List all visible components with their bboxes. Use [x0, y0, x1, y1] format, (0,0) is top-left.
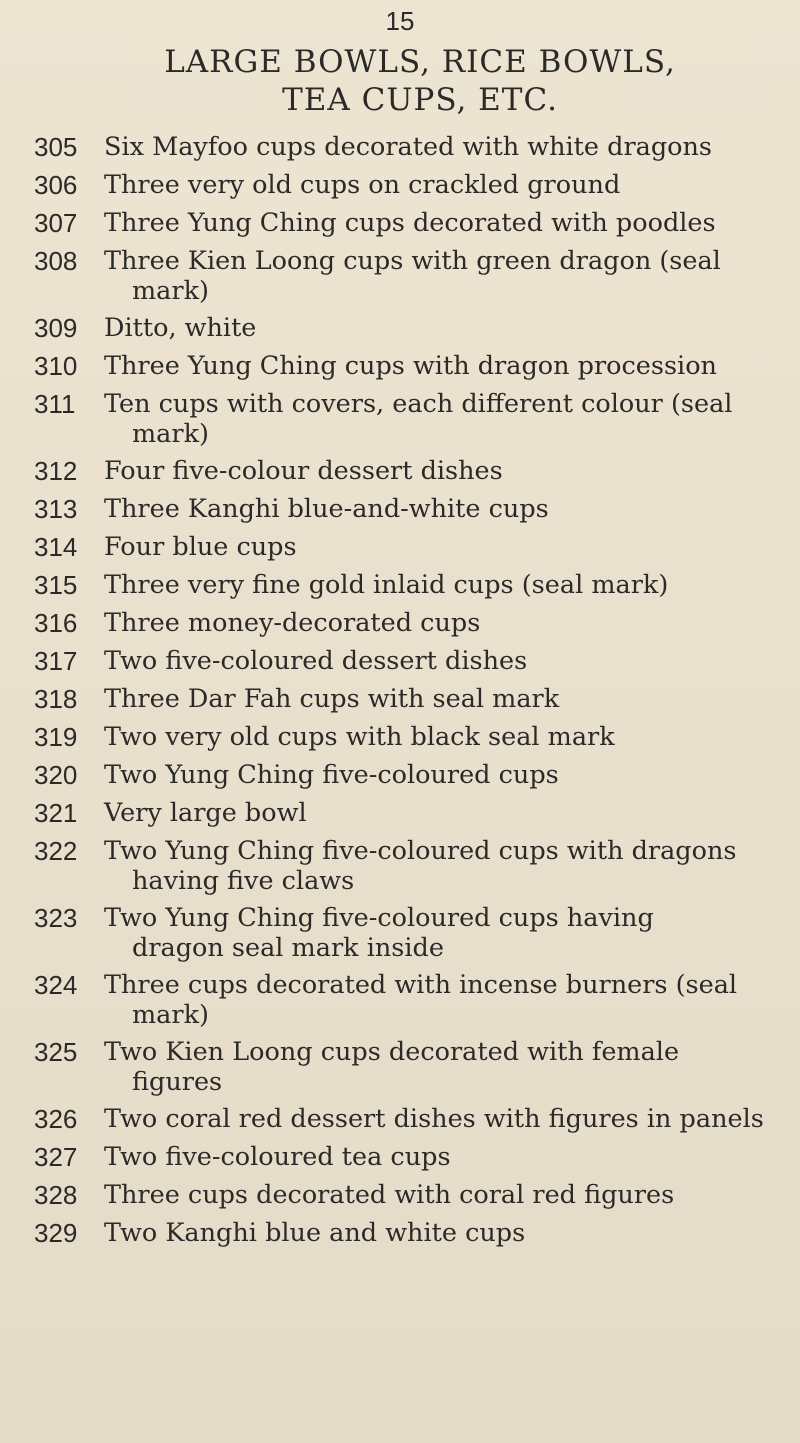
- lot-description: [104, 684, 794, 714]
- lot-entry: [34, 608, 794, 646]
- lot-description-continuation: dragon seal mark inside: [132, 933, 444, 963]
- lot-entry: [34, 494, 794, 532]
- lot-number: 318: [34, 684, 78, 714]
- lot-entry: [34, 570, 794, 608]
- lot-entry: [34, 970, 794, 1037]
- lot-entry: [34, 351, 794, 389]
- lot-number: 314: [34, 532, 78, 562]
- lot-number: 323: [34, 903, 78, 933]
- lot-description: [104, 1218, 794, 1248]
- lot-description-text: Three cups decorated with coral red figures: [104, 1180, 675, 1210]
- lot-number: 311: [34, 389, 76, 419]
- lot-entry: [34, 903, 794, 970]
- lot-description-text: Ten cups with covers, each different colour (seal: [104, 389, 733, 419]
- lot-description-text: Three Kanghi blue-and-white cups: [104, 494, 549, 524]
- lot-description-text: Very large bowl: [104, 798, 307, 828]
- lot-description: [104, 608, 794, 638]
- lot-number: 321: [34, 798, 78, 828]
- lot-description-continuation: figures: [132, 1067, 223, 1097]
- lot-description-text: Four five-colour dessert dishes: [104, 456, 503, 486]
- lot-entry: [34, 456, 794, 494]
- lot-description: [104, 494, 794, 524]
- page-number: 15: [385, 6, 415, 36]
- lot-number: 306: [34, 170, 78, 200]
- lot-number: 328: [34, 1180, 78, 1210]
- lot-description-text: Two coral red dessert dishes with figures in panels: [104, 1104, 764, 1134]
- lot-description-text: Two five-coloured tea cups: [104, 1142, 451, 1172]
- lot-number: 315: [34, 570, 78, 600]
- lot-description-text: Two Yung Ching five-coloured cups with dragons: [104, 836, 737, 866]
- lot-entry: [34, 646, 794, 684]
- lot-entry: [34, 760, 794, 798]
- lot-number: 317: [34, 646, 78, 676]
- lot-description: [104, 836, 794, 896]
- lot-description-text: Two Yung Ching five-coloured cups: [104, 760, 559, 790]
- lot-number: 329: [34, 1218, 78, 1248]
- lot-number: 324: [34, 970, 78, 1000]
- lot-entry: [34, 684, 794, 722]
- lot-number: 326: [34, 1104, 78, 1134]
- lot-number: 309: [34, 313, 78, 343]
- lot-description: [104, 1104, 794, 1134]
- lot-entry: [34, 532, 794, 570]
- lot-description-text: Two very old cups with black seal mark: [104, 722, 615, 752]
- lot-description-text: Three Kien Loong cups with green dragon (seal: [104, 246, 721, 276]
- lot-description: [104, 1037, 794, 1097]
- section-heading-line-2: TEA CUPS, ETC.: [282, 82, 558, 118]
- lot-number: 308: [34, 246, 78, 276]
- lot-description-text: Six Mayfoo cups decorated with white dragons: [104, 132, 713, 162]
- lot-description-text: Three very old cups on crackled ground: [104, 170, 621, 200]
- lot-number: 322: [34, 836, 78, 866]
- lot-description-text: Two Kanghi blue and white cups: [104, 1218, 526, 1248]
- lot-description: [104, 456, 794, 486]
- lot-description-continuation: mark): [132, 276, 209, 306]
- lot-description-text: Two Kien Loong cups decorated with female: [104, 1037, 680, 1067]
- lot-description: [104, 170, 794, 200]
- lot-description-continuation: mark): [132, 1000, 209, 1030]
- lot-description-text: Two five-coloured dessert dishes: [104, 646, 528, 676]
- lot-description-continuation: mark): [132, 419, 209, 449]
- lot-description: [104, 798, 794, 828]
- lot-entry: [34, 1037, 794, 1104]
- lot-entry: [34, 389, 794, 456]
- lot-description: [104, 1142, 794, 1172]
- lot-number: 310: [34, 351, 78, 381]
- lot-number: 312: [34, 456, 78, 486]
- lot-number: 327: [34, 1142, 78, 1172]
- lot-description-text: Two Yung Ching five-coloured cups having: [104, 903, 654, 933]
- lot-description-text: Three Yung Ching cups decorated with poodles: [104, 208, 716, 238]
- lot-entry: [34, 1180, 794, 1218]
- lot-number: 319: [34, 722, 78, 752]
- lot-description: [104, 351, 794, 381]
- lot-description: [104, 246, 794, 306]
- lot-entry: [34, 836, 794, 903]
- lot-number: 320: [34, 760, 78, 790]
- lot-entry: [34, 170, 794, 208]
- lot-description-text: Four blue cups: [104, 532, 297, 562]
- lot-entry: [34, 722, 794, 760]
- lot-entry: [34, 1104, 794, 1142]
- lot-description-text: Three Dar Fah cups with seal mark: [104, 684, 560, 714]
- lot-description: [104, 903, 794, 963]
- lot-entry: [34, 798, 794, 836]
- section-heading-line-1: LARGE BOWLS, RICE BOWLS,: [164, 44, 676, 80]
- lot-entry: [34, 1142, 794, 1180]
- lot-description: [104, 208, 794, 238]
- lot-entry: [34, 313, 794, 351]
- lot-entry: [34, 208, 794, 246]
- lot-description-continuation: having five claws: [132, 866, 355, 896]
- lot-description: [104, 132, 794, 162]
- lot-list: [34, 132, 794, 1256]
- lot-number: 313: [34, 494, 78, 524]
- lot-description: [104, 646, 794, 676]
- lot-description: [104, 389, 794, 449]
- lot-description-text: Three money-decorated cups: [104, 608, 481, 638]
- lot-entry: [34, 246, 794, 313]
- lot-description: [104, 313, 794, 343]
- lot-entry: [34, 132, 794, 170]
- lot-number: 307: [34, 208, 78, 238]
- lot-description-text: Ditto, white: [104, 313, 257, 343]
- lot-description: [104, 970, 794, 1030]
- lot-description: [104, 722, 794, 752]
- lot-number: 325: [34, 1037, 78, 1067]
- lot-description-text: Three very fine gold inlaid cups (seal mark): [104, 570, 669, 600]
- lot-number: 316: [34, 608, 78, 638]
- lot-description: [104, 570, 794, 600]
- lot-description: [104, 532, 794, 562]
- lot-description-text: Three cups decorated with incense burners (seal: [104, 970, 738, 1000]
- lot-description-text: Three Yung Ching cups with dragon procession: [104, 351, 717, 381]
- lot-description: [104, 760, 794, 790]
- lot-number: 305: [34, 132, 78, 162]
- lot-entry: [34, 1218, 794, 1256]
- lot-description: [104, 1180, 794, 1210]
